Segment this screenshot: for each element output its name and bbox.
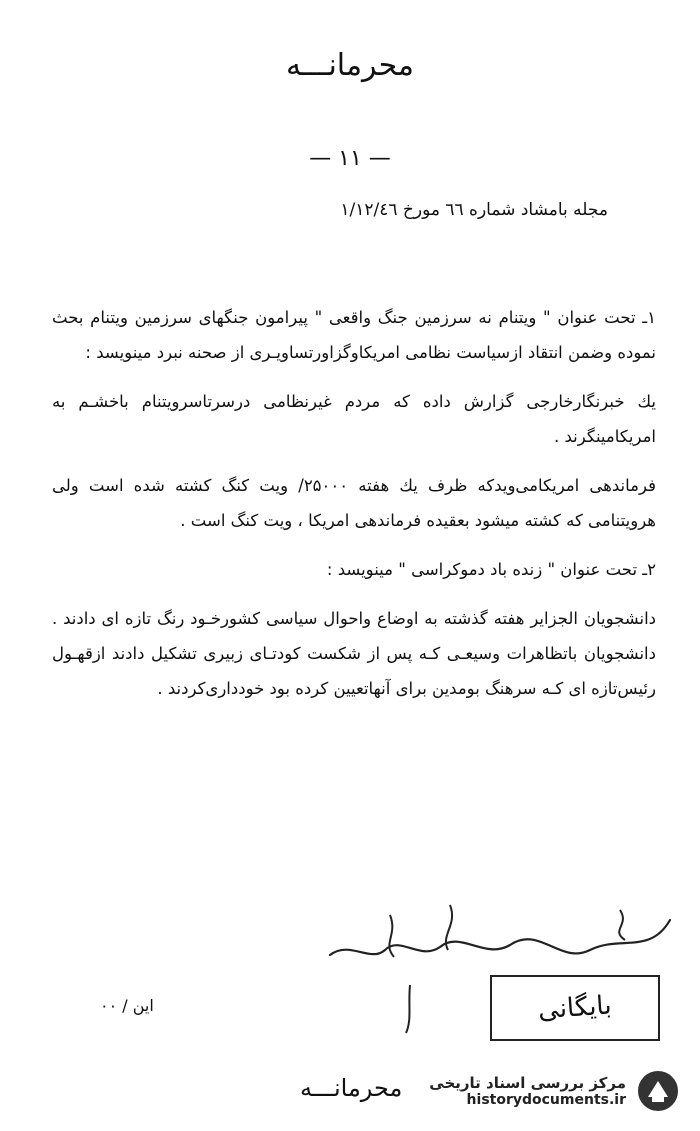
watermark: [382, 1061, 682, 1121]
document-body: [52, 300, 656, 720]
archive-stamp: [490, 975, 660, 1041]
classification-header: محرمانـــه: [286, 48, 414, 83]
source-line: مجله بامشاد شماره ٦٦ مورخ ۱/۱۲/٤٦: [340, 200, 608, 220]
classification-footer: محرمانـــه: [300, 1074, 403, 1102]
watermark-persian: مرکز بررسی اسناد تاریخی: [429, 1074, 626, 1092]
paragraph-4: ۲ـ تحت عنوان " زنده باد دموکراسی " مینویسد :: [326, 560, 656, 579]
paragraph-1: ۱ـ تحت عنوان " ویتنام نه سرزمین جنگ واقعی " پیرامون جنگهای سرزمین ویتنام بحث نموده وضمن انتقاد ازسیاست نظامی امریکاوگزاورتساویـری از صحنه نبرد مینویسد :: [52, 308, 656, 362]
watermark-url: historydocuments.ir: [466, 1092, 626, 1108]
page-number: — ۱۱ —: [309, 146, 391, 171]
paragraph-3: فرماندهی امریکامی‌ویدکه ظرف یك هفته ۲۵۰۰۰/ ویت کنگ کشته شده است ولی هرویتنامی که کشته میشود بعقیده فرماندهی امریکا ، ویت کنگ است .: [52, 476, 656, 530]
stamp-text: بایگانی: [537, 990, 613, 1026]
archive-logo-icon: [634, 1067, 682, 1115]
reference-number: این / ۰۰: [100, 996, 154, 1015]
paragraph-2: یك خبرنگارخارجی گزارش داده که مردم غیرنظامی درسرتاسرویتنام باخشـم به امریکامینگرند .: [52, 392, 656, 446]
paragraph-5: دانشجویان الجزایر هفته گذشته به اوضاع واحوال سیاسی کشورخـود رنگ تازه ای دادند . دانشجویان باتظاهرات وسیعـی کـه پس از شکست کودتـای زبیری تشکیل دادند ازقهـول رئیس‌تازه ای کـه سرهنگ بومدین برای آنهاتعیین کرده بود خودداری‌کردند .: [52, 609, 656, 698]
